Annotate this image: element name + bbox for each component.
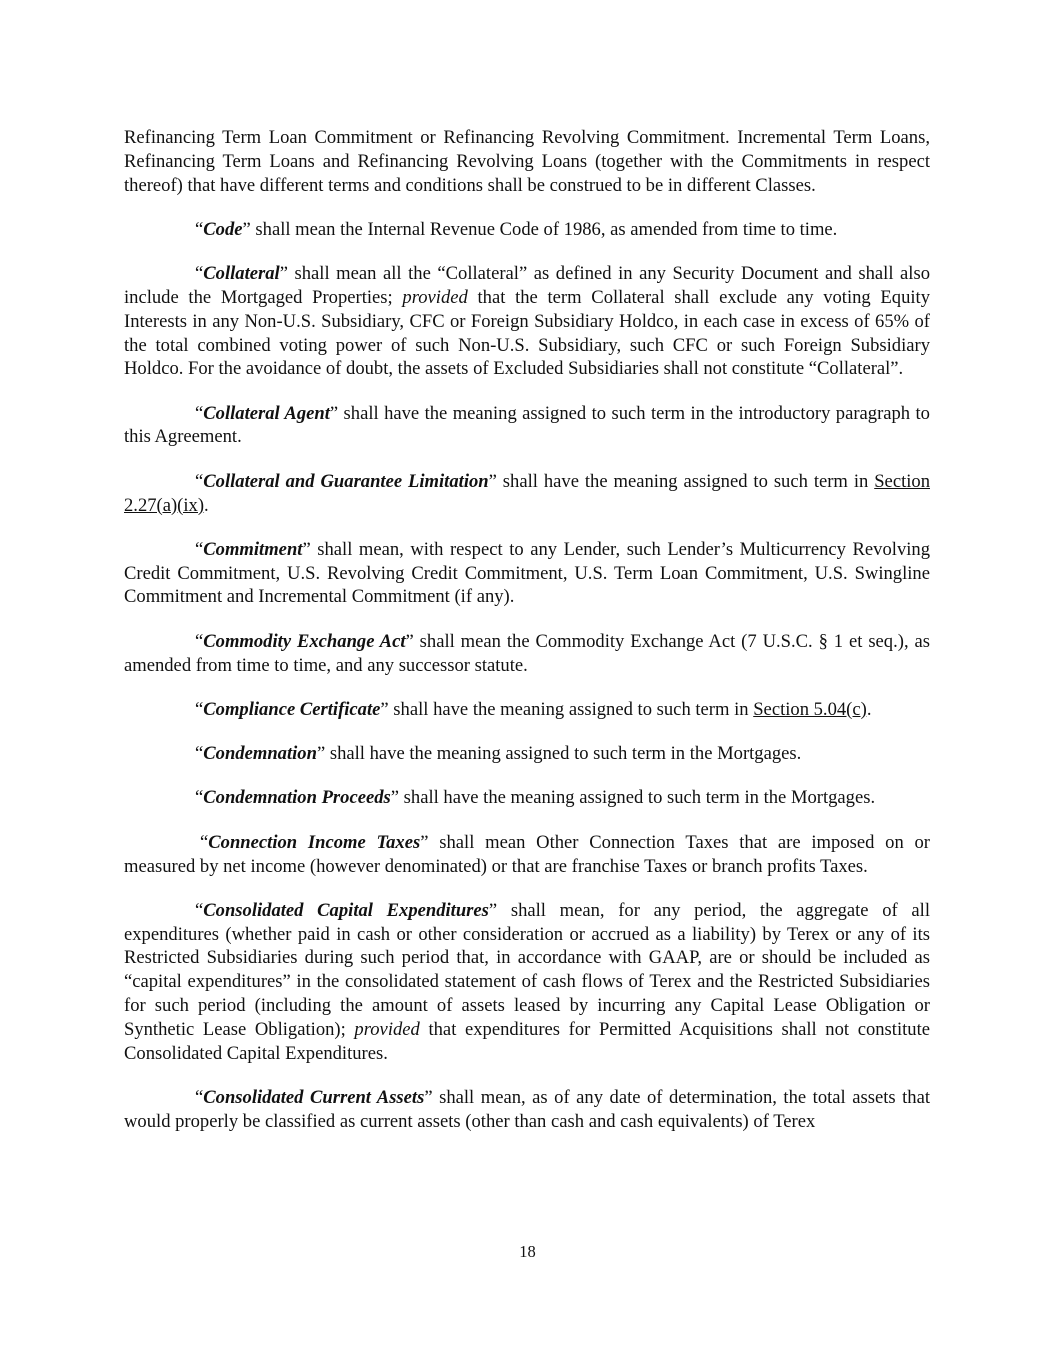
open-quote: “ (195, 538, 204, 560)
definition-text: that the term Collateral shall exclude any voting Equity Interests in any Non-U.S. Subsidiary, CFC or Foreign Subsidiary Holdco, in each case in excess of 65% of the total combined voting power of such Non-U.S. Subsidiary, such CFC or such Foreign Subsidiary Holdco. For the avoidance of doubt, the assets of Excluded Subsidiaries shall not constitute “Collateral”. (124, 286, 930, 380)
continuation-paragraph: Refinancing Term Loan Commitment or Refinancing Revolving Commitment. Incremental Term Loans, Refinancing Term Loans and Refinancing Revolving Loans (together with the Commitments in respect thereof) that have different terms and conditions shall be construed to be in different Classes. (124, 127, 930, 196)
open-quote: “ (195, 263, 204, 285)
open-quote: “ (195, 470, 204, 492)
defined-term: Commitment (203, 538, 303, 560)
definition-text: ” shall mean, for any period, the aggregate of all expenditures (whether paid in cash or other consideration or accrued as a liability) by Terex or any of its Restricted Subsidiaries during such period that, in accordance with GAAP, are or should be included as “capital expenditures” in the consolidated statement of cash flows of Terex and the Restricted Subsidiaries for such period (including the amount of assets leased by incurring any Capital Lease Obligation or Synthetic Lease Obligation); (124, 899, 930, 1040)
defined-term: Collateral and Guarantee Limitation (203, 470, 489, 492)
defined-term: Compliance Certificate (203, 698, 381, 720)
definition-text: ” shall have the meaning assigned to such term in (488, 470, 875, 492)
document-page (124, 126, 930, 1154)
page-number: 18 (519, 1242, 536, 1261)
open-quote: “ (200, 831, 209, 853)
definition-text: ” shall mean all the “Collateral” as defined in any Security Document and shall also include the Mortgaged Properties; (124, 263, 930, 308)
open-quote: “ (195, 218, 204, 240)
definition-text: ” shall mean, with respect to any Lender, such Lender’s Multicurrency Revolving Credit Commitment, U.S. Revolving Credit Commitment, U.S. Term Loan Commitment, U.S. Swingline Commitment and Incremental Commitment (if any). (124, 538, 930, 608)
definition-condemnation (124, 742, 930, 766)
definition-condemnation-proceeds (124, 786, 930, 810)
defined-term: Code (203, 218, 243, 240)
definition-text: . (204, 494, 209, 516)
definition-collateral-and-guarantee-limitation (124, 470, 930, 518)
defined-term: Consolidated Current Assets (203, 1086, 425, 1108)
definition-text: ” shall have the meaning assigned to such term in the Mortgages. (390, 787, 876, 809)
provided-emphasis: provided (354, 1018, 420, 1040)
defined-term: Collateral Agent (203, 402, 330, 424)
definition-text: ” shall mean, as of any date of determination, the total assets that would properly be classified as current assets (other than cash and cash equivalents) of Terex (124, 1086, 930, 1132)
definition-text: ” shall mean the Internal Revenue Code of 1986, as amended from time to time. (242, 218, 838, 240)
definition-text: that expenditures for Permitted Acquisitions shall not constitute Consolidated Capital Expenditures. (124, 1018, 930, 1064)
definition-text: . (866, 698, 872, 720)
defined-term: Consolidated Capital Expenditures (203, 899, 489, 921)
definition-commodity-exchange-act (124, 630, 930, 678)
definition-compliance-certificate (124, 698, 930, 722)
definition-consolidated-current-assets (124, 1086, 930, 1134)
definition-consolidated-capital-expenditures (124, 899, 930, 1066)
defined-term: Condemnation Proceeds (203, 787, 391, 809)
open-quote: “ (195, 402, 204, 424)
definition-text: ” shall have the meaning assigned to such term in (380, 698, 754, 720)
definition-text: ” shall mean Other Connection Taxes that are imposed on or measured by net income (however denominated) or that are franchise Taxes or branch profits Taxes. (124, 831, 930, 877)
defined-term: Collateral (203, 263, 280, 285)
defined-term: Condemnation (203, 743, 317, 765)
definition-collateral (124, 262, 930, 381)
definition-text: ” shall have the meaning assigned to such term in the Mortgages. (316, 743, 802, 765)
open-quote: “ (195, 1086, 204, 1108)
definition-text: ” shall have the meaning assigned to such term in the introductory paragraph to this Agreement. (124, 402, 930, 448)
open-quote: “ (195, 630, 204, 652)
open-quote: “ (195, 787, 204, 809)
section-reference: Section 5.04(c) (753, 698, 867, 720)
definition-collateral-agent (124, 402, 930, 450)
open-quote: “ (195, 698, 204, 720)
defined-term: Commodity Exchange Act (203, 630, 406, 652)
definition-commitment (124, 538, 930, 609)
open-quote: “ (195, 899, 204, 921)
definition-connection-income-taxes (124, 831, 930, 879)
definition-code (124, 218, 930, 242)
provided-emphasis: provided (402, 286, 468, 308)
defined-term: Connection Income Taxes (208, 831, 421, 853)
section-reference: Section 2.27(a)(ix) (124, 470, 930, 516)
definition-text: ” shall mean the Commodity Exchange Act (7 U.S.C. § 1 et seq.), as amended from time to time, and any successor statute. (124, 630, 930, 676)
open-quote: “ (195, 743, 204, 765)
